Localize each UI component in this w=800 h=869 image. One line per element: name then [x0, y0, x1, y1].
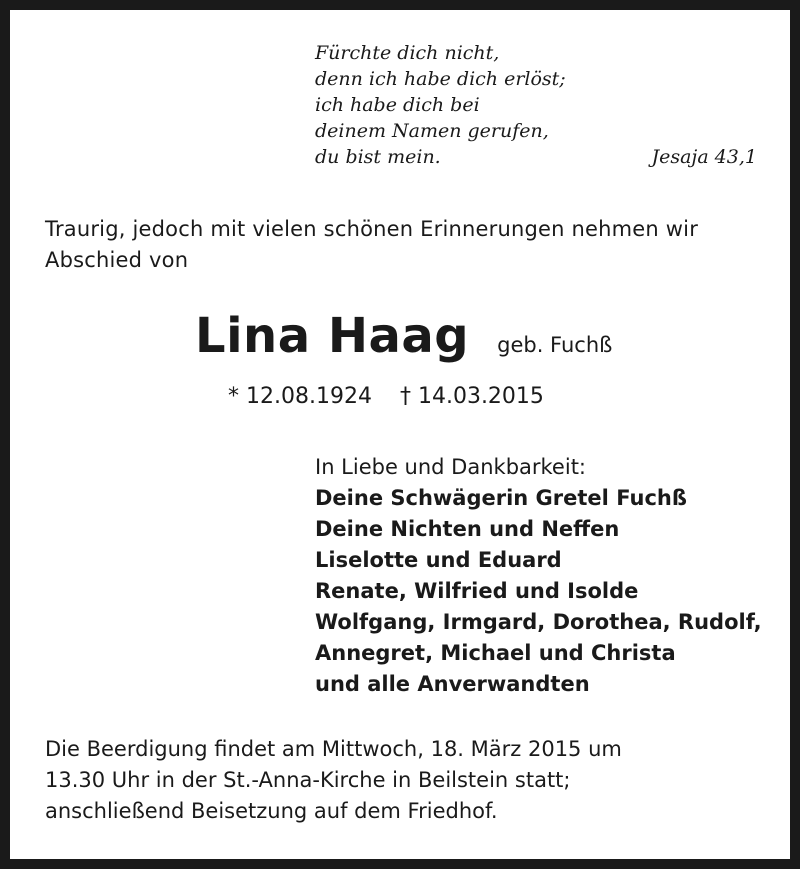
quote-line: Fürchte dich nicht,: [315, 42, 500, 64]
quote-line: ich habe dich bei: [315, 94, 480, 116]
mourner-line: Deine Nichten und Neffen: [315, 517, 620, 541]
intro-text: Traurig, jedoch mit vielen schönen Erinnerungen nehmen wir Abschied von: [45, 217, 699, 272]
funeral-line: anschließend Beisetzung auf dem Friedhof.: [45, 799, 498, 823]
mourner-line: Annegret, Michael und Christa: [315, 641, 676, 665]
funeral-line: Die Beerdigung findet am Mittwoch, 18. März 2015 um: [45, 737, 622, 761]
death-date: † 14.03.2015: [399, 384, 544, 409]
quote-line: du bist mein.: [315, 146, 441, 168]
funeral-info: [45, 734, 765, 827]
maiden-name: geb. Fuchß: [497, 333, 613, 357]
mourners-intro: In Liebe und Dankbarkeit:: [315, 455, 587, 479]
birth-date: * 12.08.1924: [228, 384, 372, 409]
mourner-line: und alle Anverwandten: [315, 672, 590, 696]
bible-quote: [315, 40, 757, 170]
quote-line: denn ich habe dich erlöst;: [315, 68, 566, 90]
quote-source: Jesaja 43,1: [651, 146, 757, 168]
mourner-line: Renate, Wilfried und Isolde: [315, 579, 639, 603]
mourner-line: Wolfgang, Irmgard, Dorothea, Rudolf,: [315, 610, 762, 634]
mourners-list: [315, 452, 775, 700]
quote-line: deinem Namen gerufen,: [315, 120, 549, 142]
deceased-name: Lina Haag: [195, 308, 470, 364]
mourner-line: Liselotte und Eduard: [315, 548, 562, 572]
mourner-line: Deine Schwägerin Gretel Fuchß: [315, 486, 687, 510]
deceased-name-row: [195, 308, 612, 364]
funeral-line: 13.30 Uhr in der St.-Anna-Kirche in Beilstein statt;: [45, 768, 571, 792]
life-dates: [228, 384, 544, 409]
quote-last-line: [315, 144, 757, 170]
